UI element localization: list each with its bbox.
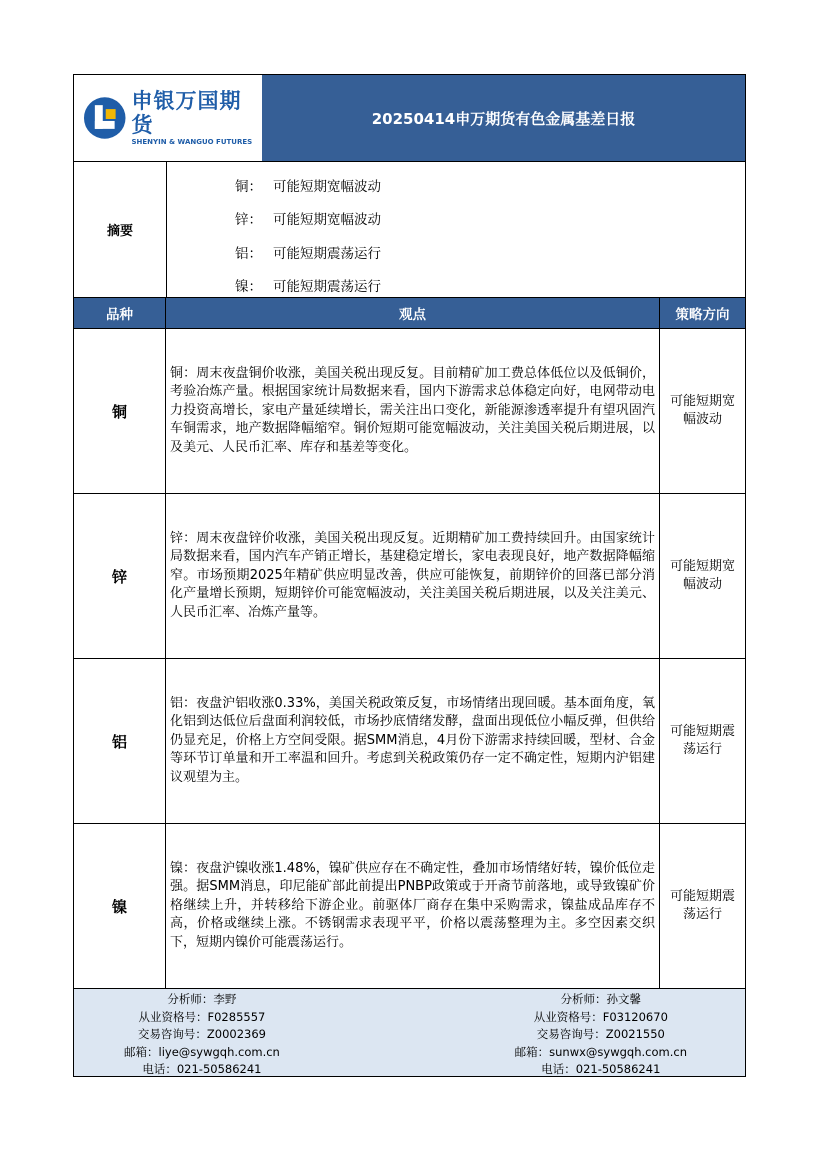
summary-metal: 镍： xyxy=(235,279,262,296)
logo-english-name: SHENYIN & WANGUO FUTURES xyxy=(131,138,253,146)
row-variety: 铜 xyxy=(74,329,166,493)
analyst-consult-number: 交易咨询号：Z0021550 xyxy=(536,1027,665,1041)
row-view xyxy=(166,494,660,658)
company-logo xyxy=(74,75,262,161)
summary-item xyxy=(235,168,745,202)
table-row xyxy=(74,659,745,824)
row-view xyxy=(166,824,660,988)
row-view-text: 镍：夜盘沪镍收涨1.48%，镍矿供应存在不确定性，叠加市场情绪好转，镍价低位走强。据SMM消息，印尼能矿部此前提出PNBP政策或于开斋节前落地，或导致镍矿价格继续上升，并转移给下游企业。前驱体厂商存在集中采购需求，镍盐成品库存不高，价格或继续上涨。不锈钢需求表现平平，价格以震荡整理为主。多空因素交织下，短期内镍价可能震荡运行。 xyxy=(170,860,655,950)
analyst-card xyxy=(515,991,687,1076)
summary-item xyxy=(235,235,745,269)
table-row xyxy=(74,494,745,659)
report-title: 20250414申万期货有色金属基差日报 xyxy=(262,75,745,161)
analyst-card xyxy=(124,991,280,1076)
summary-list xyxy=(167,162,745,297)
analyst-consult-number: 交易咨询号：Z0002369 xyxy=(137,1027,266,1041)
summary-metal: 锌： xyxy=(235,212,262,229)
row-variety: 铝 xyxy=(74,659,166,823)
summary-metal: 铜： xyxy=(235,178,262,195)
column-header-strategy: 策略方向 xyxy=(675,307,730,323)
row-strategy: 可能短期震荡运行 xyxy=(669,888,735,922)
analyst-email: 邮箱：sunwx@sywgqh.com.cn xyxy=(514,1044,687,1059)
report-header xyxy=(74,75,745,162)
analyst-email: 邮箱：liye@sywgqh.com.cn xyxy=(124,1044,280,1059)
column-header-view: 观点 xyxy=(166,298,660,328)
analyst-phone: 电话：021-50586241 xyxy=(541,1062,661,1076)
analyst-phone: 电话：021-50586241 xyxy=(142,1062,262,1076)
table-row xyxy=(74,824,745,989)
summary-view: 可能短期震荡运行 xyxy=(273,245,381,262)
row-view xyxy=(166,329,660,493)
logo-mark-icon xyxy=(82,95,127,141)
analyst-name: 分析师：李野 xyxy=(167,992,237,1006)
analyst-name: 分析师：孙文馨 xyxy=(560,992,642,1006)
row-view-text: 铜：周末夜盘铜价收涨，美国关税出现反复。目前精矿加工费总体低位以及低铜价，考验冶炼产量。根据国家统计局数据来看，国内下游需求总体稳定向好，电网带动电力投资高增长，家电产量延续增长，需关注出口变化，新能源渗透率提升有望巩固汽车铜需求，地产数据降幅缩窄。铜价短期可能宽幅波动，关注美国关税后期进展，以及美元、人民币汇率、库存和基差等变化。 xyxy=(170,365,655,455)
summary-item xyxy=(235,269,745,303)
table-row xyxy=(74,329,745,494)
row-view xyxy=(166,659,660,823)
column-header-row xyxy=(74,298,745,329)
analyst-footer xyxy=(74,989,745,1076)
analyst-license: 从业资格号：F03120670 xyxy=(533,1009,668,1024)
summary-view: 可能短期震荡运行 xyxy=(273,279,381,296)
row-strategy: 可能短期震荡运行 xyxy=(669,723,735,757)
summary-label: 摘要 xyxy=(74,162,167,297)
row-view-text: 锌：周末夜盘锌价收涨，美国关税出现反复。近期精矿加工费持续回升。由国家统计局数据来看，国内汽车产销正增长，基建稳定增长，家电表现良好，地产数据降幅缩窄。市场预期2025年精矿供应明显改善，供应可能恢复，前期锌价的回落已部分消化产量增长预期，短期锌价可能宽幅波动，关注美国关税后期进展，以及关注美元、人民币汇率、冶炼产量等。 xyxy=(170,530,655,620)
summary-section xyxy=(74,162,745,298)
summary-metal: 铝： xyxy=(235,245,262,262)
summary-item xyxy=(235,202,745,236)
row-variety: 镍 xyxy=(74,824,166,988)
summary-view: 可能短期宽幅波动 xyxy=(273,212,381,229)
logo-chinese-name: 申银万国期货 xyxy=(131,89,242,137)
analyst-license: 从业资格号：F0285557 xyxy=(138,1009,266,1024)
summary-view: 可能短期宽幅波动 xyxy=(273,178,381,195)
row-strategy: 可能短期宽幅波动 xyxy=(669,558,735,592)
row-variety: 锌 xyxy=(74,494,166,658)
column-header-variety: 品种 xyxy=(74,298,166,328)
report-table xyxy=(73,74,746,1077)
row-strategy: 可能短期宽幅波动 xyxy=(669,393,735,427)
row-view-text: 铝：夜盘沪铝收涨0.33%，美国关税政策反复，市场情绪出现回暖。基本面角度，氧化铝到达低位后盘面利润较低，市场抄底情绪发酵，盘面出现低位小幅反弹，但供给仍显充足，价格上方空间受限。据SMM消息，4月份下游需求持续回暖，型材、合金等环节订单量和开工率温和回升。考虑到关税政策仍存一定不确定性，短期内沪铝建议观望为主。 xyxy=(170,695,655,785)
